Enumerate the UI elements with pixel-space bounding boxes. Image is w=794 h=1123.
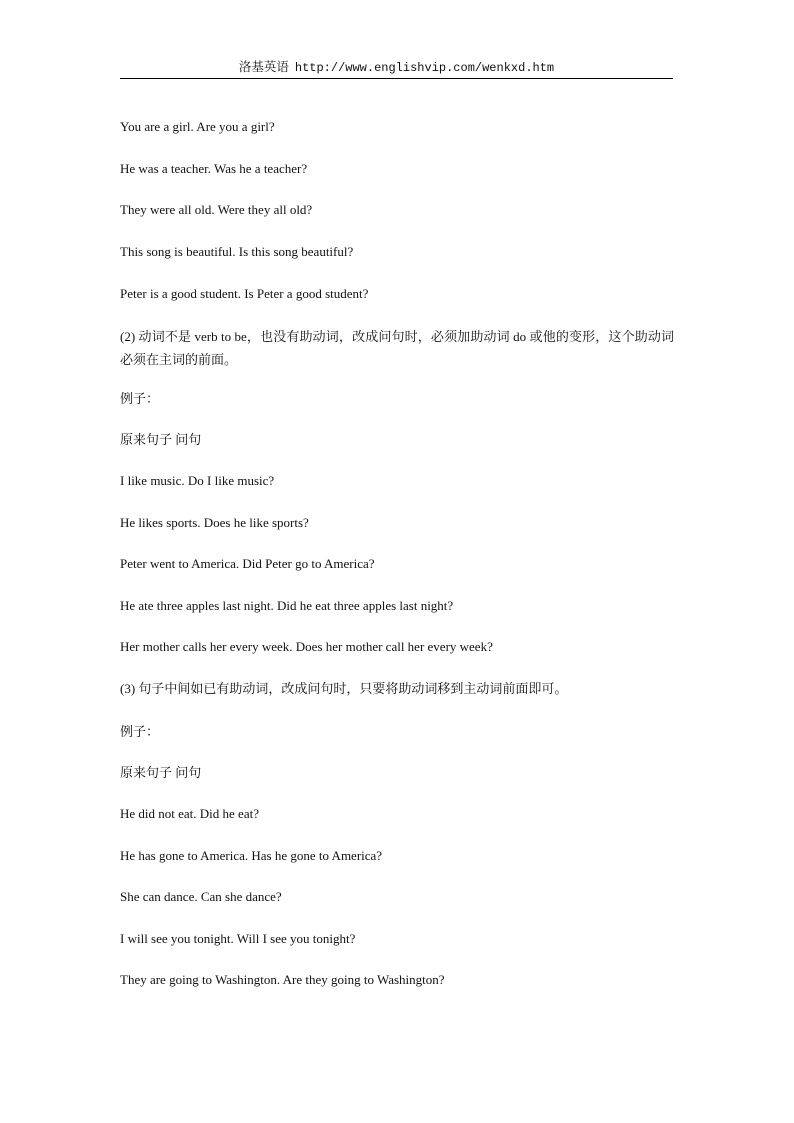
text-line: They were all old. Were they all old? bbox=[120, 202, 313, 217]
column-heading: 原来句子 问句 bbox=[120, 765, 202, 780]
text-line: He ate three apples last night. Did he eat three apples last night? bbox=[120, 598, 454, 613]
text-line: He was a teacher. Was he a teacher? bbox=[120, 161, 308, 176]
page-header bbox=[120, 58, 673, 79]
example-heading: 例子： bbox=[120, 391, 160, 406]
text-line: He has gone to America. Has he gone to America? bbox=[120, 848, 383, 863]
text-line: Peter is a good student. Is Peter a good student? bbox=[120, 286, 369, 301]
text-line: They are going to Washington. Are they going to Washington? bbox=[120, 972, 445, 987]
rule-paragraph-2: (2) 动词不是 verb to be，也没有助动词，改成问句时，必须加助动词 do 或他的变形，这个助动词必须在主词的前面。 bbox=[120, 329, 674, 367]
header-brand: 洛基英语 bbox=[238, 60, 289, 74]
text-line: I will see you tonight. Will I see you tonight? bbox=[120, 931, 356, 946]
text-line: He did not eat. Did he eat? bbox=[120, 806, 259, 821]
column-heading: 原来句子 问句 bbox=[120, 432, 202, 447]
text-line: Her mother calls her every week. Does her mother call her every week? bbox=[120, 639, 493, 654]
text-line: This song is beautiful. Is this song beautiful? bbox=[120, 244, 354, 259]
example-heading: 例子： bbox=[120, 724, 160, 739]
text-line: I like music. Do I like music? bbox=[120, 473, 275, 488]
header-url: http://www.englishvip.com/wenkxd.htm bbox=[294, 61, 555, 75]
text-line: You are a girl. Are you a girl? bbox=[120, 119, 275, 134]
text-line: She can dance. Can she dance? bbox=[120, 889, 282, 904]
text-line: Peter went to America. Did Peter go to America? bbox=[120, 556, 375, 571]
rule-paragraph-3: (3) 句子中间如已有助动词，改成问句时，只要将助动词移到主动词前面即可。 bbox=[120, 681, 568, 696]
text-line: He likes sports. Does he like sports? bbox=[120, 515, 309, 530]
